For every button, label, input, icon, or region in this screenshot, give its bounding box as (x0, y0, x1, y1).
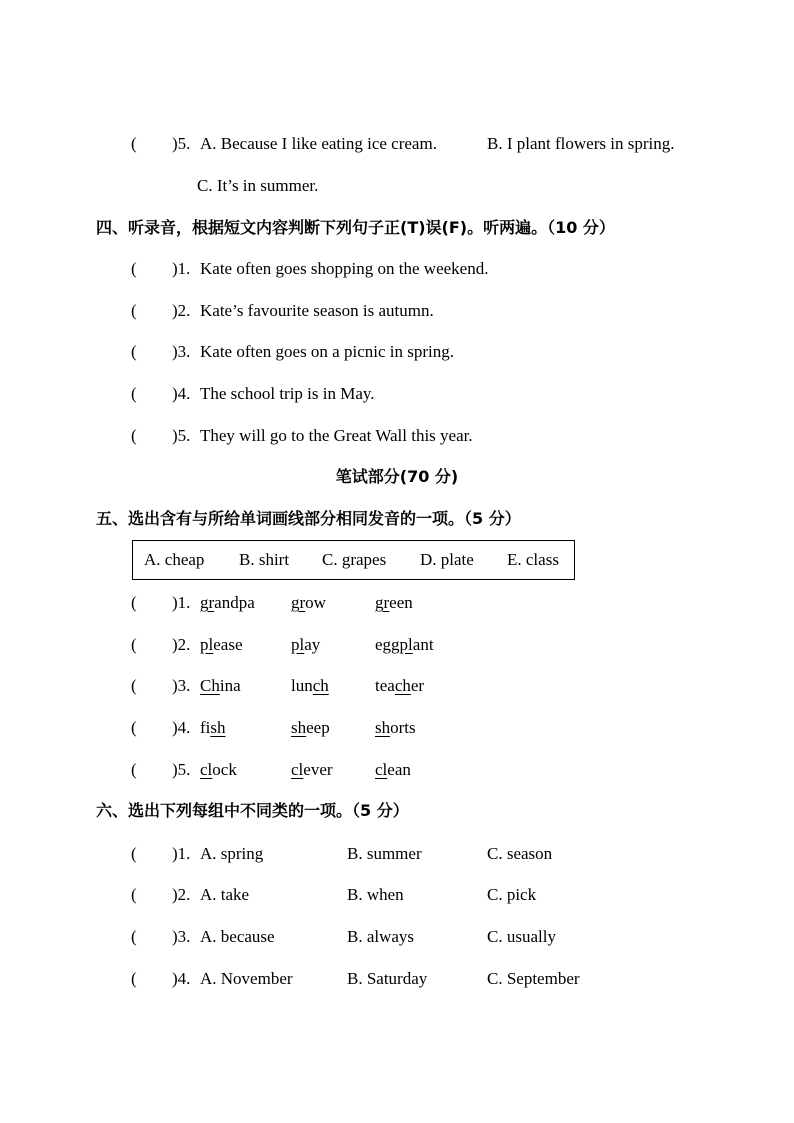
option-d: D. plate (420, 550, 474, 569)
answer-paren[interactable]: ( (131, 259, 137, 278)
question-text: Kate often goes on a picnic in spring. (200, 342, 454, 361)
word-3 (375, 592, 413, 614)
underlined-part: cl (200, 760, 213, 779)
word-part: lun (291, 676, 313, 695)
word-part: egg (375, 635, 400, 654)
question-number: )2. (172, 301, 191, 320)
underlined-part: sh (291, 718, 307, 737)
word-part: ease (213, 635, 243, 654)
underlined-part: pl (291, 635, 305, 654)
word-part: orts (390, 718, 416, 737)
answer-paren[interactable]: ( (131, 676, 137, 695)
word-part: ock (212, 760, 237, 779)
answer-paren[interactable]: ( (131, 760, 137, 779)
option-b: B. I plant flowers in spring. (487, 134, 675, 153)
option-c: C. pick (487, 885, 537, 904)
option-a: A. take (200, 885, 250, 904)
question-number: )1. (172, 844, 191, 863)
question-number: )3. (172, 927, 191, 946)
underlined-part: sh (375, 718, 391, 737)
question-number: )5. (172, 426, 191, 445)
option-c: C. It’s in summer. (197, 176, 319, 195)
question-number: )5. (172, 760, 191, 779)
question-number: )4. (172, 384, 191, 403)
word-2 (291, 675, 329, 697)
answer-paren[interactable]: ( (131, 426, 137, 445)
word-3 (375, 717, 416, 739)
underlined-part: ch (394, 676, 411, 695)
word-part: ean (387, 760, 411, 779)
section6-heading: 六、选出下列每组中不同类的一项。（5 分） (96, 801, 409, 820)
underlined-part: gr (291, 593, 306, 612)
question-number: )4. (172, 718, 191, 737)
answer-paren[interactable]: ( (131, 593, 137, 612)
option-b: B. when (347, 885, 404, 904)
word-2 (291, 634, 320, 656)
question-number: )1. (172, 593, 191, 612)
word-part: een (389, 593, 413, 612)
underlined-part: sh (210, 718, 226, 737)
word-1 (200, 759, 237, 781)
underlined-part: gr (200, 593, 215, 612)
underlined-part: cl (375, 760, 388, 779)
word-2 (291, 759, 333, 781)
question-number: )2. (172, 885, 191, 904)
question-text: They will go to the Great Wall this year. (200, 426, 473, 445)
underlined-part: Ch (200, 676, 220, 695)
option-c: C. season (487, 844, 553, 863)
underlined-part: ch (312, 676, 329, 695)
word-part: ant (412, 635, 434, 654)
option-b: B. summer (347, 844, 422, 863)
question-text: Kate’s favourite season is autumn. (200, 301, 434, 320)
question-number: )3. (172, 342, 191, 361)
options-box (132, 540, 575, 580)
word-part: tea (375, 676, 395, 695)
word-3 (375, 759, 411, 781)
word-part: ow (305, 593, 326, 612)
answer-paren[interactable]: ( (131, 384, 137, 403)
option-b: B. shirt (239, 550, 290, 569)
word-part: ina (219, 676, 241, 695)
question-number: )5. (172, 134, 191, 153)
answer-paren[interactable]: ( (131, 342, 137, 361)
word-part: ever (303, 760, 333, 779)
answer-paren[interactable]: ( (131, 927, 137, 946)
question-number: )4. (172, 969, 191, 988)
section5-heading: 五、选出含有与所给单词画线部分相同发音的一项。（5 分） (96, 509, 521, 528)
word-1 (200, 592, 255, 614)
word-1 (200, 717, 226, 739)
underlined-part: pl (200, 635, 214, 654)
word-3 (375, 675, 424, 697)
underlined-part: pl (399, 635, 413, 654)
option-b: B. Saturday (347, 969, 428, 988)
word-3 (375, 634, 434, 656)
written-part-title: 笔试部分(70 分) (335, 467, 459, 486)
word-part: andpa (214, 593, 255, 612)
option-c: C. grapes (322, 550, 387, 569)
option-a: A. November (200, 969, 293, 988)
word-2 (291, 592, 326, 614)
underlined-part: cl (291, 760, 304, 779)
word-1 (200, 675, 241, 697)
answer-paren[interactable]: ( (131, 635, 137, 654)
answer-paren[interactable]: ( (131, 134, 137, 153)
word-1 (200, 634, 243, 656)
answer-paren[interactable]: ( (131, 885, 137, 904)
answer-paren[interactable]: ( (131, 301, 137, 320)
option-c: C. usually (487, 927, 556, 946)
word-2 (291, 717, 330, 739)
underlined-part: gr (375, 593, 390, 612)
question-number: )3. (172, 676, 191, 695)
option-a: A. spring (200, 844, 264, 863)
word-part: fi (200, 718, 211, 737)
option-a: A. because (200, 927, 275, 946)
question-number: )1. (172, 259, 191, 278)
question-number: )2. (172, 635, 191, 654)
question-text: The school trip is in May. (200, 384, 375, 403)
question-text: Kate often goes shopping on the weekend. (200, 259, 489, 278)
word-part: er (410, 676, 425, 695)
answer-paren[interactable]: ( (131, 969, 137, 988)
option-b: B. always (347, 927, 415, 946)
option-c: C. September (487, 969, 580, 988)
option-e: E. class (507, 550, 559, 569)
answer-paren[interactable]: ( (131, 844, 137, 863)
section4-heading: 四、听录音，根据短文内容判断下列句子正(T)误(F)。听两遍。（10 分） (96, 218, 615, 237)
option-a: A. cheap (144, 550, 205, 569)
word-part: ay (304, 635, 321, 654)
option-a: A. Because I like eating ice cream. (200, 134, 437, 153)
word-part: eep (306, 718, 330, 737)
answer-paren[interactable]: ( (131, 718, 137, 737)
